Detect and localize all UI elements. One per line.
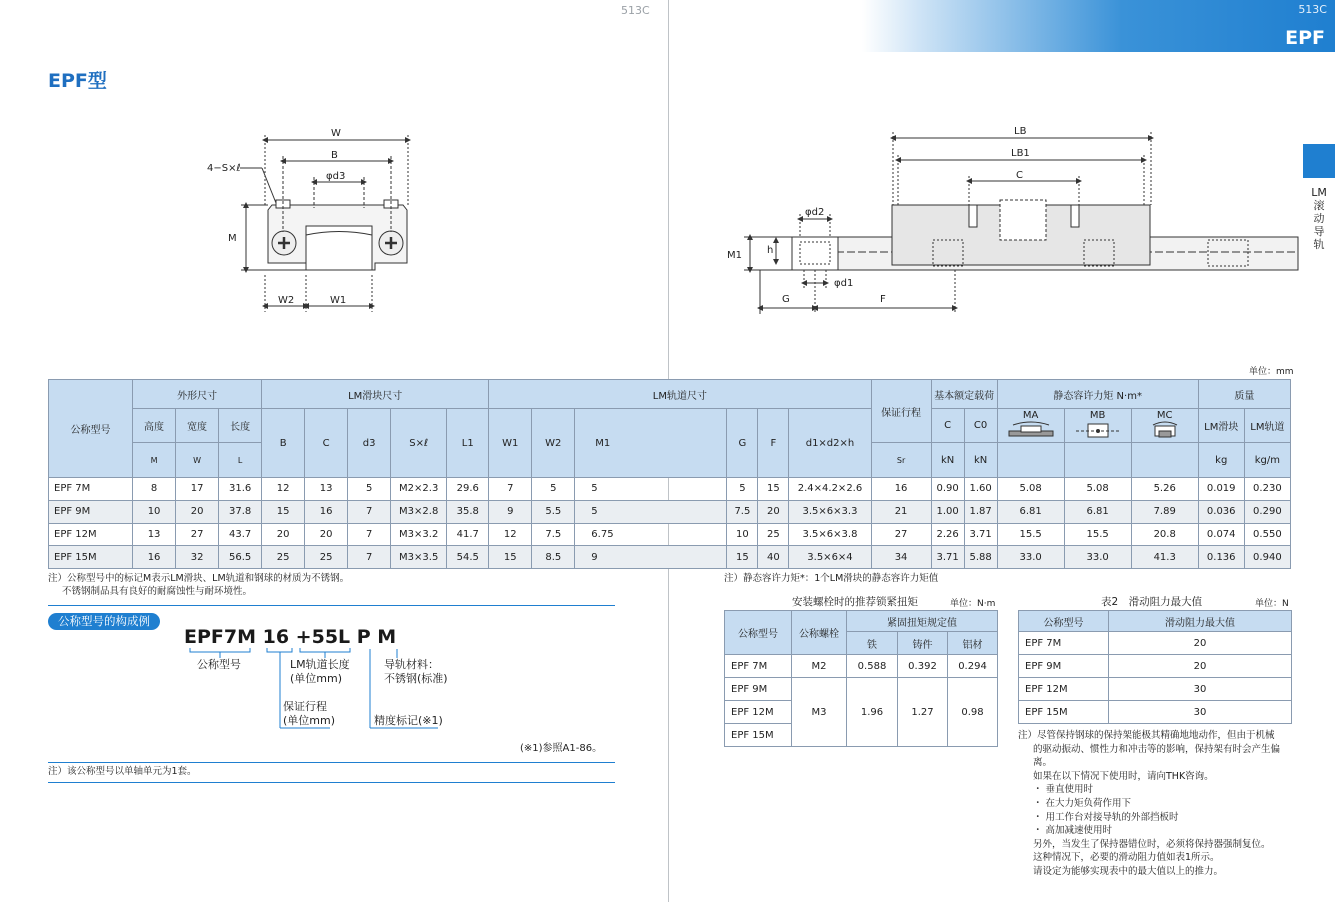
header-MB-label: MB (1089, 409, 1106, 421)
resistance-note-line: 的驱动振动、惯性力和冲击等的影响，保持架有时会产生偏 (1033, 743, 1281, 755)
model-code-brackets (0, 0, 700, 740)
spec-cell-W2: 7.5 (532, 523, 575, 546)
spec-cell-mr: 0.230 (1244, 478, 1290, 501)
torque-header-value: 紧固扭矩规定值 (847, 611, 998, 632)
sub-kgm: kg/m (1244, 443, 1290, 478)
spec-cell-L1: 54.5 (447, 546, 489, 569)
spec-cell-MC: 5.26 (1131, 478, 1198, 501)
note-moment: 注）静态容许力矩*：1个LM滑块的静态容许力矩值 (724, 573, 939, 584)
spec-cell-C: 25 (305, 546, 348, 569)
dim-label-W2: W2 (278, 295, 295, 306)
resistance-cell-value: 30 (1109, 701, 1292, 724)
header-F: F (758, 409, 789, 478)
spec-cell-mb: 0.074 (1198, 523, 1244, 546)
spec-cell-MC: 7.89 (1131, 500, 1198, 523)
resistance-note-line: 离。 (1033, 757, 1053, 769)
spec-cell-W2: 8.5 (532, 546, 575, 569)
spec-cell-C: 13 (305, 478, 348, 501)
spec-cell-F: 40 (758, 546, 789, 569)
resistance-note-line: 请设定为能够实现表中的最大值以上的推力。 (1033, 866, 1224, 877)
header-d3: d3 (348, 409, 391, 478)
resistance-caption: 表2 滑动阻力最大值 (1101, 596, 1203, 608)
label-model-number: 公称型号 (197, 658, 241, 671)
spec-cell-dh: 2.4×4.2×2.6 (789, 478, 871, 501)
torque-row-model: EPF 12M (725, 701, 792, 724)
spec-cell-W1: 9 (489, 500, 532, 523)
torque-header-model: 公称型号 (725, 611, 792, 655)
spec-cell-d3: 7 (348, 523, 391, 546)
resistance-note-line: ・ 在大力矩负荷作用下 (1033, 798, 1132, 809)
resistance-row (1019, 655, 1292, 678)
page-title: EPF型 (48, 70, 107, 92)
spec-cell-d3: 7 (348, 546, 391, 569)
torque-unit: 单位：N·m (950, 599, 996, 609)
sub-Sr: Sr (871, 443, 931, 478)
moment-MC-icon (1139, 421, 1191, 439)
spec-cell-W2: 5 (532, 478, 575, 501)
spec-cell-L1: 35.8 (447, 500, 489, 523)
spec-cell-W: 17 (176, 478, 219, 501)
dim-label-B: B (331, 150, 338, 161)
spec-cell-dh: 3.5×6×4 (789, 546, 871, 569)
torque-row-alu: 0.98 (948, 678, 998, 747)
page-number-left: 513C (621, 4, 650, 17)
dim-label-W1: W1 (330, 295, 347, 306)
dim-label-G: G (782, 294, 790, 305)
spec-cell-W: 27 (176, 523, 219, 546)
spec-cell-W: 32 (176, 546, 219, 569)
spec-cell-C0: 1.87 (964, 500, 997, 523)
dim-label-C: C (1016, 170, 1023, 181)
spec-cell-M1: 9 (575, 546, 727, 569)
side-view-drawing (744, 132, 1298, 314)
header-W2: W2 (532, 409, 575, 478)
note-stainless-1: 注）公称型号中的标记M表示LM滑块、LM轨道和钢球的材质为不锈钢。 (48, 573, 350, 584)
spec-cell-C0: 5.88 (964, 546, 997, 569)
spec-cell-F: 15 (758, 478, 789, 501)
note-stainless-2: 不锈钢制品具有良好的耐腐蚀性与耐环境性。 (62, 586, 253, 597)
spec-cell-M: 8 (133, 478, 176, 501)
header-moment: 静态容许力矩 N·m* (997, 380, 1198, 409)
header-B: B (262, 409, 305, 478)
spec-cell-mr: 0.550 (1244, 523, 1290, 546)
label-rail-material-value: 不锈钢(标准) (384, 672, 448, 685)
header-W1: W1 (489, 409, 532, 478)
spec-cell-B: 15 (262, 500, 305, 523)
sub-W: W (176, 443, 219, 478)
spec-cell-Cd: 2.26 (931, 523, 964, 546)
sub-M: M (133, 443, 176, 478)
spec-cell-MA: 15.5 (997, 523, 1064, 546)
section-divider-3 (48, 782, 615, 783)
sub-kg: kg (1198, 443, 1244, 478)
label-stroke-unit: (单位mm) (283, 714, 336, 727)
spec-cell-MC: 20.8 (1131, 523, 1198, 546)
header-model: 公称型号 (49, 380, 133, 478)
torque-table (724, 610, 998, 747)
spec-cell-MA: 5.08 (997, 478, 1064, 501)
header-height: 高度 (133, 409, 176, 443)
section-divider-2 (48, 762, 615, 763)
spec-cell-B: 25 (262, 546, 305, 569)
spec-cell-model: EPF 12M (49, 523, 133, 546)
note-single-unit: 注）该公称型号以单轴单元为1套。 (48, 766, 197, 777)
label-accuracy: 精度标记(※1) (374, 714, 443, 727)
spec-cell-M1: 5 (575, 478, 727, 501)
spec-cell-model: EPF 15M (49, 546, 133, 569)
spec-cell-Cd: 1.00 (931, 500, 964, 523)
spec-cell-W2: 5.5 (532, 500, 575, 523)
spec-cell-mb: 0.136 (1198, 546, 1244, 569)
torque-row-bolt: M2 (792, 655, 847, 678)
spec-cell-W1: 12 (489, 523, 532, 546)
sub-kN-C: kN (931, 443, 964, 478)
header-stroke: 保证行程 (871, 380, 931, 443)
resistance-unit: 单位：N (1255, 599, 1289, 609)
dim-label-d2: φd2 (805, 207, 825, 218)
spec-cell-C: 20 (305, 523, 348, 546)
resistance-note-line: 这种情况下，必要的滑动阻力值如表1所示。 (1033, 852, 1220, 864)
spec-cell-F: 20 (758, 500, 789, 523)
sub-MA (997, 443, 1064, 478)
header-MC (1131, 409, 1198, 443)
torque-row-iron: 0.588 (847, 655, 898, 678)
torque-row-model: EPF 15M (725, 724, 792, 747)
sub-MC (1131, 443, 1198, 478)
header-load: 基本额定载荷 (931, 380, 997, 409)
spec-cell-G: 15 (727, 546, 758, 569)
spec-cell-L: 43.7 (219, 523, 262, 546)
spec-cell-M1: 6.75 (575, 523, 727, 546)
spec-cell-Sr: 34 (871, 546, 931, 569)
model-code-example: EPF7M 16 +55L P M (184, 626, 397, 648)
spec-cell-Cd: 3.71 (931, 546, 964, 569)
header-MA-label: MA (1022, 409, 1039, 421)
moment-MB-icon (1072, 421, 1124, 439)
header-length: 长度 (219, 409, 262, 443)
torque-row-model: EPF 7M (725, 655, 792, 678)
spec-cell-F: 25 (758, 523, 789, 546)
spec-cell-mr: 0.290 (1244, 500, 1290, 523)
header-S: S×ℓ (391, 409, 447, 478)
resistance-cell-model: EPF 15M (1019, 701, 1109, 724)
torque-header-cast: 铸件 (898, 632, 948, 655)
dim-label-M1: M1 (727, 250, 742, 261)
torque-row-alu: 0.294 (948, 655, 998, 678)
torque-header-iron: 铁 (847, 632, 898, 655)
header-C-block: C (305, 409, 348, 478)
spec-cell-G: 10 (727, 523, 758, 546)
sub-kN-C0: kN (964, 443, 997, 478)
header-L1: L1 (447, 409, 489, 478)
spec-cell-M: 16 (133, 546, 176, 569)
resistance-note-line: 注）尽管保持钢球的保持架能极其精确地地动作，但由于机械 (1018, 730, 1275, 741)
spec-cell-dh: 3.5×6×3.8 (789, 523, 871, 546)
spec-cell-G: 5 (727, 478, 758, 501)
moment-MA-icon (1005, 421, 1057, 439)
resistance-cell-model: EPF 7M (1019, 632, 1109, 655)
header-outer-dims: 外形尺寸 (133, 380, 262, 409)
header-width: 宽度 (176, 409, 219, 443)
side-label: LM滚动导轨 (1311, 186, 1327, 251)
spec-cell-mb: 0.019 (1198, 478, 1244, 501)
dim-label-h: h (767, 245, 774, 256)
resistance-row (1019, 678, 1292, 701)
resistance-note-line: 如果在以下情况下使用时，请向THK咨询。 (1033, 770, 1214, 782)
spec-cell-Sr: 16 (871, 478, 931, 501)
dim-label-d1: φd1 (834, 278, 854, 289)
torque-caption: 安装螺栓时的推荐锁紧扭矩 (792, 596, 918, 608)
spec-cell-mr: 0.940 (1244, 546, 1290, 569)
spec-cell-G: 7.5 (727, 500, 758, 523)
resistance-cell-model: EPF 12M (1019, 678, 1109, 701)
resistance-note-line: ・ 垂直使用时 (1033, 784, 1094, 796)
torque-header-bolt: 公称螺栓 (792, 611, 847, 655)
torque-header-alu: 铝材 (948, 632, 998, 655)
sub-MB (1064, 443, 1131, 478)
spec-cell-L: 31.6 (219, 478, 262, 501)
dim-label-S: 4−S×ℓ (207, 163, 241, 174)
spec-cell-dh: 3.5×6×3.3 (789, 500, 871, 523)
spec-cell-L1: 29.6 (447, 478, 489, 501)
resistance-note-line: 另外，当发生了保持器错位时，必须将保持器强制复位。 (1033, 838, 1271, 850)
header-mass: 质量 (1198, 380, 1290, 409)
torque-row-iron: 1.96 (847, 678, 898, 747)
dim-label-F: F (880, 294, 886, 305)
spec-cell-MB: 5.08 (1064, 478, 1131, 501)
resistance-header-value: 滑动阻力最大值 (1109, 611, 1292, 632)
spec-cell-C0: 1.60 (964, 478, 997, 501)
resistance-note-line: ・ 用工作台对接导轨的外部挡板时 (1033, 811, 1179, 823)
torque-row-cast: 1.27 (898, 678, 948, 747)
spec-cell-mb: 0.036 (1198, 500, 1244, 523)
spec-cell-MC: 41.3 (1131, 546, 1198, 569)
spec-cell-model: EPF 9M (49, 500, 133, 523)
header-MB (1064, 409, 1131, 443)
spec-cell-W1: 7 (489, 478, 532, 501)
resistance-cell-model: EPF 9M (1019, 655, 1109, 678)
sub-L: L (219, 443, 262, 478)
model-composition-badge: 公称型号的构成例 (48, 613, 160, 630)
header-MC-label: MC (1156, 409, 1173, 421)
dim-label-W: W (331, 128, 341, 139)
main-table-unit: 单位：mm (1249, 367, 1294, 377)
spec-cell-W1: 15 (489, 546, 532, 569)
torque-row-bolt: M3 (792, 678, 847, 747)
spec-cell-MA: 33.0 (997, 546, 1064, 569)
spec-cell-L1: 41.7 (447, 523, 489, 546)
header-rail-dims: LM轨道尺寸 (489, 380, 871, 409)
label-stroke: 保证行程 (283, 700, 327, 713)
spec-cell-M: 10 (133, 500, 176, 523)
resistance-cell-value: 20 (1109, 632, 1292, 655)
spec-cell-S: M3×2.8 (391, 500, 447, 523)
spec-cell-Cd: 0.90 (931, 478, 964, 501)
spec-cell-L: 37.8 (219, 500, 262, 523)
dim-label-LB1: LB1 (1011, 148, 1030, 159)
band-title: EPF (1285, 27, 1325, 49)
header-d1d2h: d1×d2×h (789, 409, 871, 478)
dim-label-M: M (228, 233, 237, 244)
dim-label-d3: φd3 (326, 171, 346, 182)
label-rail-material: 导轨材料： (384, 658, 439, 671)
resistance-row (1019, 632, 1292, 655)
label-rail-length-unit: (单位mm) (290, 672, 343, 685)
spec-cell-Sr: 21 (871, 500, 931, 523)
spec-cell-L: 56.5 (219, 546, 262, 569)
spec-cell-B: 12 (262, 478, 305, 501)
spec-cell-B: 20 (262, 523, 305, 546)
header-MA (997, 409, 1064, 443)
header-C-load: C (931, 409, 964, 443)
spec-cell-C0: 3.71 (964, 523, 997, 546)
label-rail-length: LM轨道长度 (290, 658, 350, 671)
spec-cell-MB: 15.5 (1064, 523, 1131, 546)
spec-cell-model: EPF 7M (49, 478, 133, 501)
spec-cell-W: 20 (176, 500, 219, 523)
resistance-note-line: ・ 高加减速使用时 (1033, 825, 1113, 837)
spec-cell-S: M3×3.2 (391, 523, 447, 546)
header-M1: M1 (575, 409, 727, 478)
torque-row-model: EPF 9M (725, 678, 792, 701)
header-C0: C0 (964, 409, 997, 443)
spec-cell-S: M2×2.3 (391, 478, 447, 501)
header-block-dims: LM滑块尺寸 (262, 380, 489, 409)
spec-cell-M1: 5 (575, 500, 727, 523)
page-number-right: 513C (1298, 3, 1327, 16)
spec-cell-d3: 7 (348, 500, 391, 523)
spec-cell-MB: 6.81 (1064, 500, 1131, 523)
dim-label-LB: LB (1014, 126, 1027, 137)
spec-cell-MA: 6.81 (997, 500, 1064, 523)
spec-cell-MB: 33.0 (1064, 546, 1131, 569)
resistance-header-model: 公称型号 (1019, 611, 1109, 632)
resistance-cell-value: 20 (1109, 655, 1292, 678)
spec-cell-M: 13 (133, 523, 176, 546)
spec-cell-d3: 5 (348, 478, 391, 501)
torque-row-cast: 0.392 (898, 655, 948, 678)
spec-cell-Sr: 27 (871, 523, 931, 546)
header-G: G (727, 409, 758, 478)
resistance-table (1018, 610, 1292, 724)
header-mass-block: LM滑块 (1198, 409, 1244, 443)
resistance-cell-value: 30 (1109, 678, 1292, 701)
header-mass-rail: LM轨道 (1244, 409, 1290, 443)
spec-cell-C: 16 (305, 500, 348, 523)
reference-note: (※1)参照A1-86。 (520, 743, 603, 754)
resistance-row (1019, 701, 1292, 724)
spec-cell-S: M3×3.5 (391, 546, 447, 569)
